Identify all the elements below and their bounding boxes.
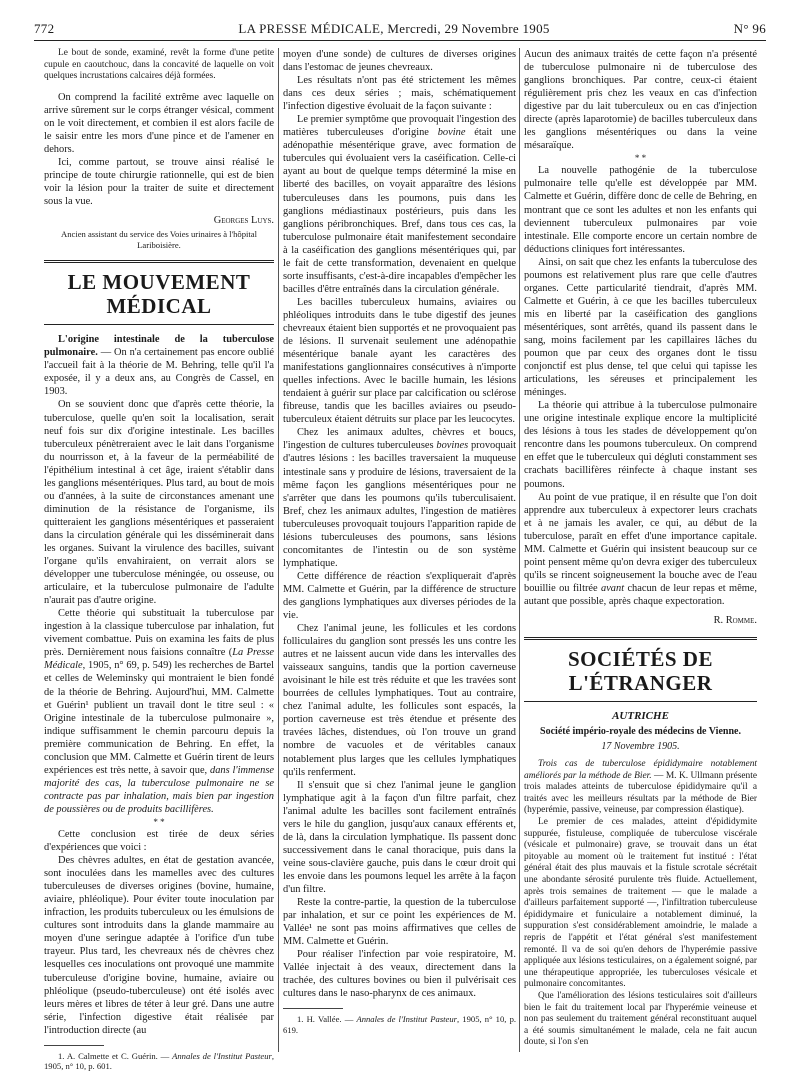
- paragraph: Il s'ensuit que si chez l'animal jeune le ganglion lymphatique agit à la façon d'un filtre parfait, chez l'animal adulte les bacilles sont facilement entraînés vers le hile du ganglion, jusqu'aux canaux efférents et, de là, dans la circulation lymphatique. Ils passent donc successivement dans le canal thoracique, puis dans la veine sous-clavière gauche, puis dans le cœur droit qui les envoie dans les poumons lequel les arrête à la façon d'un filtre.: [283, 779, 516, 895]
- paragraph: Le premier de ces malades, atteint d'épididymite suppurée, fistuleuse, compliquée de tuberculose viscérale (vésicale et pulmonaire) grave, se trouvait dans un état pitoyable au moment où le traitement fut institué : l'état général était des plus mauvais et la fistule scrotale sécrétait une abondante sérosité purulente très fluide. Actuellement, après trois semaines de traitement — que le malade a d'ailleurs parfaitement supporté —, l'infiltration tuberculeuse épididymaire et funiculaire a notablement diminué, la suppuration s'est considérablement amoindrie, le malade a repris de l'appétit et l'état général s'est manifestement remonté. Il va de soi qu'en dehors de l'hyperémie passive appliquée aux lésions testiculaires, on a également soigné, par une thérapeutique appropriée, les tuberculoses vésicale et pulmonaire concomitantes.: [524, 817, 757, 990]
- paragraph: Le bout de sonde, examiné, revêt la forme d'une petite cupule en caoutchouc, dans la concavité de laquelle on voit quelques incrustations calcaires déjà formées.: [44, 48, 274, 82]
- paragraph: La nouvelle pathogénie de la tuberculose pulmonaire telle qu'elle est développée par MM. Calmette et Guérin, diffère donc de celle de Behring, en montrant que ce sont les adultes et non les enfants qui deviennent tuberculeux pulmonaires par voie intestinale. Elle comporte encore un certain nombre de déductions cliniques fort intéressantes.: [524, 165, 757, 255]
- country-heading: AUTRICHE: [612, 710, 669, 723]
- paragraph: La théorie qui attribue à la tuberculose pulmonaire une origine intestinale explique encore la multiplicité des lésions à tous les stades de développement qu'on rencontre dans les poumons tuberculeux. On comprend en effet que le tuberculeux qui dégluti constamment ses crachats bacillifères réinfecte à chaque instant ses poumons.: [524, 400, 757, 490]
- paragraph: Trois cas de tuberculose épididymaire notablement améliorés par la méthode de Bier. — M. K. Ullmann présente trois malades atteints de tuberculose épididymaire qu'il a traités avec les meilleurs résultats par la méthode de Bier (hyperémie, passive, veineuse, par compression élastique).: [524, 759, 757, 816]
- author-signature: R. Romme.: [713, 614, 757, 626]
- paragraph: On comprend la facilité extrême avec laquelle on arrive sûrement sur le corps étranger vésical, comment on le voit directement, et combien il est alors facile de le saisir entre les mors d'une pince et de l'amener en dehors.: [44, 91, 274, 155]
- paragraph: Les résultats n'ont pas été strictement les mêmes dans ces deux séries ; mais, schématiquement l'infection digestive évoluait de la façon suivante :: [283, 75, 516, 113]
- separator-stars: * *: [634, 153, 647, 164]
- society-heading: Société império-royale des médecins de Vienne.: [540, 726, 741, 738]
- issue-date: Mercredi, 29 Novembre 1905: [387, 21, 550, 36]
- author-affiliation: Ancien assistant du service des Voies urinaires à l'hôpital Lariboisière.: [61, 229, 257, 250]
- column-divider: [519, 48, 520, 1052]
- section-title: LE MOUVEMENT MÉDICAL: [44, 260, 274, 325]
- paragraph: Des chèvres adultes, en état de gestation avancée, sont inoculées dans les mamelles avec des cultures tuberculeuses de diverses origines (bovine, humaine, aviaire, phléolique). Pour éviter toute inoculation par infraction, les produits tuberculeux ou les émulsions de cultures sont introduits dans la glande mammaire au moyen d'une seringue adaptée à l'orifice d'un tube trayeur. Plus tard, les chevreaux nés de chèvres chez lesquelles ces inoculations ont provoqué une mammite tuberculeuse d'origine bovine, humaine, aviaire ou phléolique (pseudo-tuberculeuse) ont été isolés avec leurs mères et libres de téter à leur gré. Dans une autre série, l'infection digestive était réalisée par l'introduction directe (au: [44, 855, 274, 1036]
- paragraph: Les bacilles tuberculeux humains, aviaires ou phléoliques introduits dans le tube digestif des jeunes chevreaux étaient bien supportés et ne provoquaient pas de lésions. Il survenait seulement une adénopathie mésentérique banale ayant les caractères des manifestations ganglionnaires consécutives à n'importe quelles infections. Avec le bacille humain, les lésions tendaient à guérir sur place par calcification ou sclérose fibreuse, tandis que les bacilles aviaires ou pseudo-tuberculeux étaient détruits sur place par les leucocytes.: [283, 296, 516, 426]
- page-number: 772: [34, 21, 55, 36]
- section-title: SOCIÉTÉS DE L'ÉTRANGER: [524, 637, 757, 702]
- separator-stars: * *: [153, 816, 165, 827]
- paragraph: Aucun des animaux traités de cette façon n'a présenté de tuberculose pulmonaire ni de tuberculose des ganglions bronchiques. Par contre, ceux-ci étaient régulièrement pris chez les veaux en cas d'infection digestive par du lait tuberculeux ou en cas d'injection directe (après laparotomie) de bacilles tuberculeux dans les ganglions mésentériques ou dans la veine mésaraïque.: [524, 49, 757, 152]
- journal-title-line: [54, 21, 733, 37]
- paragraph: Chez les animaux adultes, chèvres et boucs, l'ingestion de cultures tuberculeuses bovines provoquait d'autres lésions : les bacilles traversaient la muqueuse intestinale sans y produire de lésions, traversaient de la même façon les ganglions mésentériques pour ne s'arrêter que dans les poumons qu'ils tuberculisaient. Bref, chez les animaux adultes, l'ingestion de matières tuberculeuses provoquait toujours l'apparition rapide de lésions tuberculeuses des poumons, sans lésions concomitantes de l'intestin ou de son système lymphatique.: [283, 427, 516, 569]
- article-title: L'origine intestinale de la tuberculose pulmonaire.: [44, 334, 274, 359]
- paragraph: L'origine intestinale de la tuberculose pulmonaire. — On n'a certainement pas encore oublié l'accueil fait à la théorie de M. Behring, telle qu'il l'a exposée, il y a deux ans, au Congrès de Cassel, en 1903.: [44, 334, 274, 398]
- column-divider: [278, 48, 279, 1052]
- paragraph: Cette différence de réaction s'expliquerait d'après MM. Calmette et Guérin, par la différence de structure des ganglions lymphatiques aux diverses périodes de la vie.: [283, 570, 516, 622]
- page-header: [34, 18, 766, 41]
- paragraph: On se souvient donc que d'après cette théorie, la tuberculose, quelle qu'en soit la localisation, serait neuf fois sur dix d'origine intestinale. Les bacilles tuberculeux pénètreraient avec le lait dans l'organisme du nourrisson et, à la faveur de la perméabilité de l'épithélium intestinal à cet âge, iraient s'établir dans les ganglions mésentériques. Plus tard, au bout de mois ou d'années, à la suite de circonstances amenant une diminution de la résistance de l'organisme, ils quitteraient les ganglions mésentériques et passeraient dans la circulation générale qui les disséminerait dans les organes. Suivant la virulence des bacilles, suivant l'organe qu'ils envahiraient, on verrait alors se développer une tuberculose méningée, ou osseuse, ou articulaire, et la tuberculose pulmonaire de l'adulte n'aurait pas d'autre origine.: [44, 399, 274, 607]
- journal-title: LA PRESSE MÉDICALE,: [238, 21, 384, 36]
- citation: La Presse Médicale: [44, 647, 274, 672]
- footnote-rule: [44, 1045, 104, 1046]
- paragraph: Ici, comme partout, se trouve ainsi réalisé le principe de toute chirurgie rationnelle, qui est de bien voir la lésion pour la traiter de suite et directement sous la vue.: [44, 157, 274, 208]
- column-right: [524, 48, 757, 1064]
- conclusion-italic: dans l'immense majorité des cas, la tuberculose pulmonaire ne se contracte pas par inhalation, mais bien par ingestion de poussières ou de produits bacillifères.: [44, 764, 274, 815]
- footnote: 1. A. Calmette et C. Guérin. — Annales de l'Institut Pasteur, 1905, n° 10, p. 601.: [44, 1050, 274, 1072]
- session-date: 17 Novembre 1905.: [601, 741, 680, 753]
- paragraph: Le premier symptôme que provoquait l'ingestion des matières tuberculeuses d'origine bovine était une adénopathie mésentérique grave, avec formation de tubercules qui évoluaient vers la caséification. Celle-ci ayant au bout de quelque temps déterminé la mise en liberté des bacilles, on voyait apparaître des lésions tuberculeuses dans les poumons, puis dans les ganglions médiastinaux postérieurs, puis dans les ganglions péribronchiques. Bref, dans tous ces cas, la tuberculose pulmonaire était manifestement secondaire à la caséification des ganglions mésentériques qui, par le fait de cette transformation, devenaient en quelque sorte insuffisants, c'est-à-dire incapables d'empêcher les bacilles d'être entraînés dans la circulation générale.: [283, 114, 516, 295]
- paragraph: moyen d'une sonde) de cultures de diverses origines dans l'estomac de jeunes chevreaux.: [283, 49, 516, 74]
- paragraph: Reste la contre-partie, la question de la tuberculose par inhalation, et sur ce point les expériences de M. Vallée¹ ne sont pas moins affirmatives que celles de MM. Calmette et Guérin.: [283, 897, 516, 948]
- footnote: 1. H. Vallée. — Annales de l'Institut Pasteur, 1905, n° 10, p. 619.: [283, 1014, 517, 1035]
- paragraph: Ainsi, on sait que chez les enfants la tuberculose des poumons est relativement plus rare que celle d'autres organes. Cette particularité tiendrait, d'après MM. Calmette et Guérin, à ce que les bacilles tuberculeux mis en liberté par la caséification des ganglions mésentériques, sont arrêtés, quand ils passent dans le sang, moins facilement par les capillaires lâches du poumon que par ceux des organes dont le tissu conjonctif est plus dense, tel que celui qui tapisse les articulations, les séreuses et principalement les méninges.: [524, 256, 757, 399]
- author-signature: Georges Luys.: [213, 215, 274, 227]
- paragraph: Cette conclusion est tirée de deux séries d'expériences que voici :: [44, 828, 274, 854]
- paragraph: Cette théorie qui substituait la tuberculose par ingestion à la classique tuberculose par inhalation, fut vivement combattue. Puis on examina les faits de plus près. Dernièrement nous faisions connaître (La Presse Médicale, 1905, n° 69, p. 549) les recherches de Bartel et celles de Weleminsky qui montraient le bien fondé de la théorie de Behring. Aujourd'hui, MM. Calmette et Guérin¹ publient un travail dont le titre seul : « Origine intestinale de la tuberculose pulmonaire », indique suffisamment le chemin parcouru depuis la première communication de Behring. En effet, la conclusion que MM. Calmette et Guérin tirent de leurs expériences est très nette, à savoir que, dans l'immense majorité des cas, la tuberculose pulmonaire ne se contracte pas par inhalation, mais bien par ingestion de poussières ou de produits bacillifères.: [44, 608, 274, 815]
- column-middle: [283, 48, 516, 1064]
- paragraph: Que l'amélioration des lésions testiculaires soit d'ailleurs bien le fait du traitement local par l'hyperémie veineuse et non pas seulement du traitement général reconstituant auquel a été soumis simultanément le malade, cela ne fait aucun doute, si l'on s'en: [524, 990, 757, 1048]
- column-left: [44, 48, 274, 1072]
- paragraph: Au point de vue pratique, il en résulte que l'on doit apprendre aux tuberculeux à expectorer leurs crachats et à ne jamais les avaler, ce qui, au début de la tuberculose, paraît en effet d'une importance capitale. MM. Calmette et Guérin qui insistent beaucoup sur ce point pensent même qu'on devra exiger des tuberculeux qu'ils se rincent soigneusement la bouche avec de l'eau bouillie ou filtrée avant chacun de leur repas et même, autant que possible, après chaque expectoration.: [524, 491, 757, 607]
- issue-number: N° 96: [733, 21, 766, 36]
- paragraph: Pour réaliser l'infection par voie respiratoire, M. Vallée injectait à des veaux, directement dans la trachée, des cultures bovines ou bien il pulvérisait ces cultures dans le naso-pharynx de ces animaux.: [283, 949, 516, 1000]
- paragraph: Chez l'animal jeune, les follicules et les cordons folliculaires du ganglion sont pressés les uns contre les autres et ne laissent aucun vide dans les intervalles des vaisseaux sanguins, tandis que la portion caverneuse avoisinant le hile est très réduite et que les travées sont bourrées de cellules lymphatiques. Tout au contraire, chez l'animal adulte, les follicules sont espacés, la portion caverneuse est très étendue et présente des travées lâches, distendues, où l'on trouve un grand nombre de vacuoles et de véritables canaux notablement plus larges que les cellules lymphatiques qu'ils renferment.: [283, 623, 516, 778]
- footnote-rule: [283, 1008, 343, 1009]
